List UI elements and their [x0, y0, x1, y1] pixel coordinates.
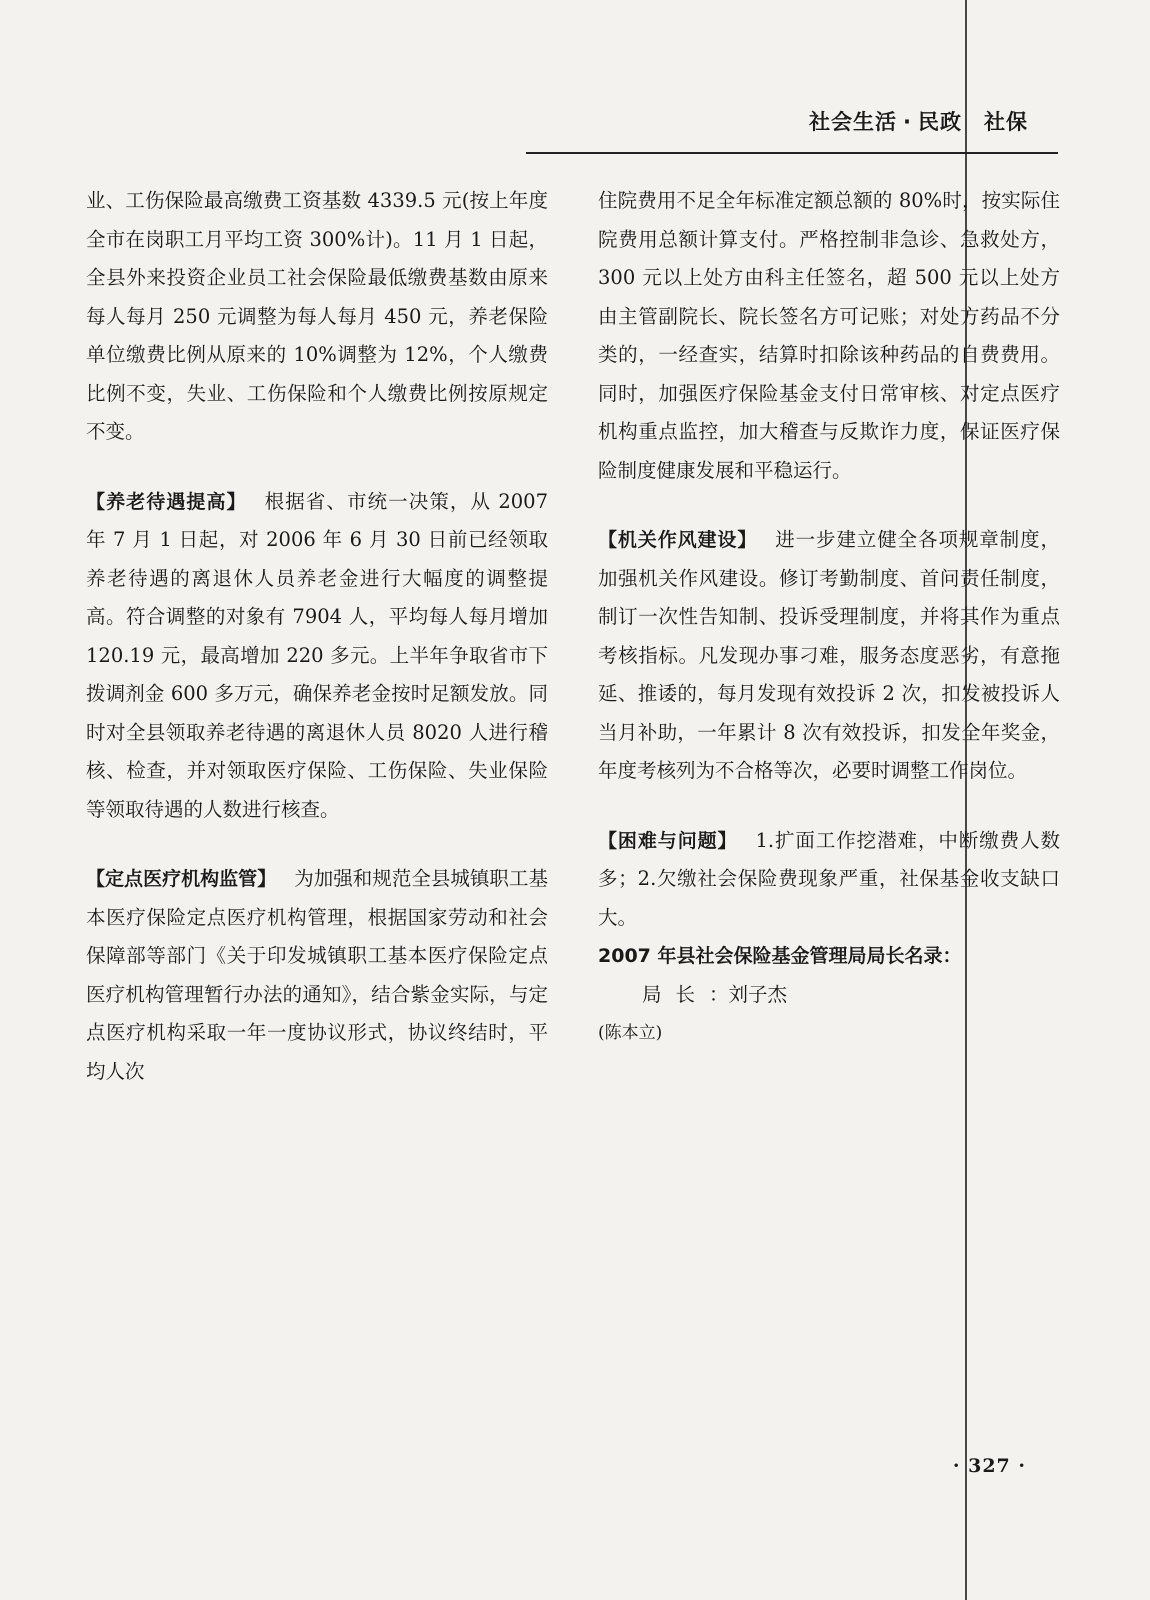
pension-heading: 【养老待遇提高】	[86, 490, 247, 513]
conduct-heading: 【机关作风建设】	[598, 529, 758, 551]
roster-entry: 局长：刘子杰	[642, 982, 788, 1006]
right-continuation-paragraph: 住院费用不足全年标准定额总额的 80%时，按实际住院费用总额计算支付。严格控制非急诊、急救处方，300 元以上处方由科主任签名，超 500 元以上处方由主管副院长、院长签名方可记账；对处方药品不分类的，一经查实，结算时扣除该种药品的自费费用。同时，加强医疗保险基金支付日常审核、对定点医疗机构重点监控，加大稽查与反欺诈力度，保证医疗保险制度健康发展和平稳运行。	[598, 189, 1060, 482]
roster-title: 2007 年县社会保险基金管理局局长名录：	[598, 945, 962, 967]
problems-body: 1.扩面工作挖潜难，中断缴费人数多；2.欠缴社会保险费现象严重，社保基金收支缺口大。	[598, 828, 1060, 929]
roster-name: 刘子杰	[728, 982, 788, 1006]
running-header	[809, 106, 1028, 136]
page-number: · 327 ·	[952, 1455, 1026, 1477]
problems-paragraph	[598, 822, 1060, 938]
roster-role: 局长	[642, 982, 710, 1006]
medical-paragraph	[86, 860, 548, 1091]
conduct-body: 进一步建立健全各项规章制度，加强机关作风建设。修订考勤制度、首问责任制度，制订一次性告知制、投诉受理制度，并将其作为重点考核指标。凡发现办事刁难，服务态度恶劣，有意拖延、推诿的，每月发现有效投诉 2 次，扣发被投诉人当月补助，一年累计 8 次有效投诉，扣发全年奖金，年度考核列为不合格等次，必要时调整工作岗位。	[598, 528, 1060, 782]
header-rule	[526, 152, 1058, 154]
medical-heading: 【定点医疗机构监管】	[86, 868, 277, 890]
left-column	[86, 182, 548, 1091]
header-section: 社会生活	[809, 110, 898, 134]
header-subsection: 民政	[918, 110, 962, 134]
author-credit: (陈本立)	[598, 1023, 663, 1043]
medical-body: 为加强和规范全县城镇职工基本医疗保险定点医疗机构管理，根据国家劳动和社会保障部等部门《关于印发城镇职工基本医疗保险定点医疗机构管理暂行办法的通知》，结合紫金实际，与定点医疗机构采取一年一度协议形式，协议终结时，平均人次	[86, 867, 548, 1083]
pension-paragraph	[86, 483, 548, 830]
header-category: 社保	[984, 110, 1028, 134]
pension-body: 根据省、市统一决策，从 2007 年 7 月 1 日起，对 2006 年 6 月 30 日前已经领取养老待遇的离退休人员养老金进行大幅度的调整提高。符合调整的对象有 7904 人，平均每人每月增加 120.19 元，最高增加 220 多元。上半年争取省市下拨调剂金 600 多万元，确保养老金按时足额发放。同时对全县领取养老待遇的离退休人员 8020 人进行稽核、检查，并对领取医疗保险、工伤保险、失业保险等领取待遇的人数进行核查。	[86, 489, 548, 821]
conduct-paragraph	[598, 521, 1060, 791]
right-column	[598, 182, 1060, 1053]
problems-heading: 【困难与问题】	[598, 829, 738, 852]
left-continuation-paragraph: 业、工伤保险最高缴费工资基数 4339.5 元(按上年度全市在岗职工月平均工资 300%计)。11 月 1 日起，全县外来投资企业员工社会保险最低缴费基数由原来每人每月 250 元调整为每人每月 450 元，养老保险单位缴费比例从原来的 10%调整为 12%，个人缴费比例不变，失业、工伤保险和个人缴费比例按原规定不变。	[86, 189, 548, 443]
header-separator: ·	[903, 110, 912, 134]
